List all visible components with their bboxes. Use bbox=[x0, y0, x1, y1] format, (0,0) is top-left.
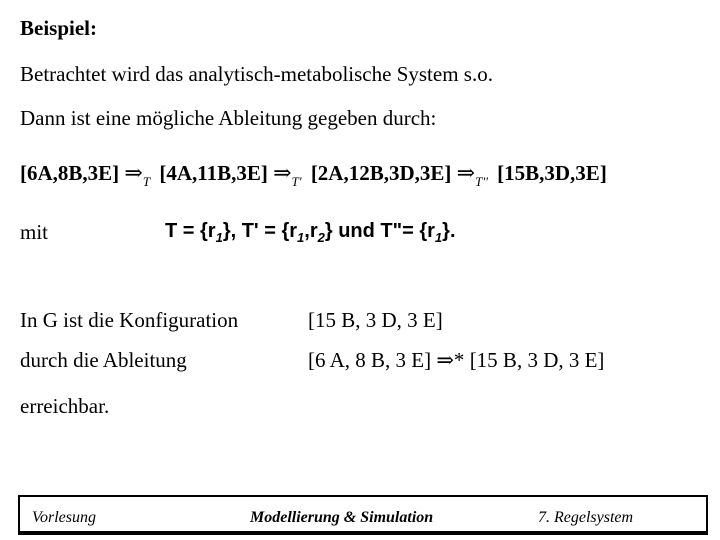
footer-panel bbox=[19, 496, 707, 532]
tdef-part: }. bbox=[442, 220, 456, 242]
reachable-text: erreichbar. bbox=[20, 394, 110, 418]
derivation-formula bbox=[20, 160, 607, 189]
tdef-part: T = {r bbox=[165, 220, 216, 242]
config-4: [15B,3D,3E] bbox=[497, 161, 607, 185]
config-value: [15 B, 3 D, 3 E] bbox=[308, 308, 443, 332]
mit-label: mit bbox=[20, 220, 49, 244]
tdef-part: ,r bbox=[304, 220, 318, 242]
derive-arrow-icon: ⇒ bbox=[456, 160, 476, 185]
derive-arrow-icon: ⇒ bbox=[124, 160, 143, 185]
tdef-part: } und T"= {r bbox=[324, 220, 435, 242]
footer-bar bbox=[18, 495, 708, 535]
footer-lecture: Vorlesung bbox=[32, 509, 96, 526]
derive-star-arrow-icon: ⇒* bbox=[436, 348, 465, 372]
intro-line: Betrachtet wird das analytisch-metabolische System s.o. bbox=[20, 62, 493, 86]
derivation-value bbox=[308, 348, 604, 373]
derivation-end: [15 B, 3 D, 3 E] bbox=[469, 348, 605, 372]
footer-course-title: Modellierung & Simulation bbox=[250, 509, 434, 526]
transition-label-t-prime: T' bbox=[291, 174, 302, 189]
tdef-subscript: 1 bbox=[434, 230, 443, 245]
derivation-start: [6 A, 8 B, 3 E] bbox=[308, 348, 432, 372]
transition-definitions bbox=[165, 220, 456, 245]
config-3: [2A,12B,3D,3E] bbox=[310, 161, 452, 185]
derive-arrow-icon: ⇒ bbox=[273, 160, 292, 185]
derivation-label: durch die Ableitung bbox=[20, 348, 187, 372]
slide-heading: Beispiel: bbox=[20, 16, 97, 40]
transition-label-t: T bbox=[142, 174, 151, 189]
tdef-subscript: 1 bbox=[215, 230, 223, 245]
config-2: [4A,11B,3E] bbox=[159, 161, 268, 185]
tdef-subscript: 1 bbox=[297, 230, 305, 245]
tdef-subscript: 2 bbox=[317, 230, 325, 245]
config-label: In G ist die Konfiguration bbox=[20, 308, 239, 332]
derivation-intro-line: Dann ist eine mögliche Ableitung gegeben durch: bbox=[20, 106, 437, 130]
transition-label-t-double-prime: T'' bbox=[475, 174, 488, 189]
config-1: [6A,8B,3E] bbox=[20, 161, 120, 185]
footer-chapter: 7. Regelsystem bbox=[538, 509, 634, 526]
tdef-part: }, T' = {r bbox=[222, 220, 298, 242]
